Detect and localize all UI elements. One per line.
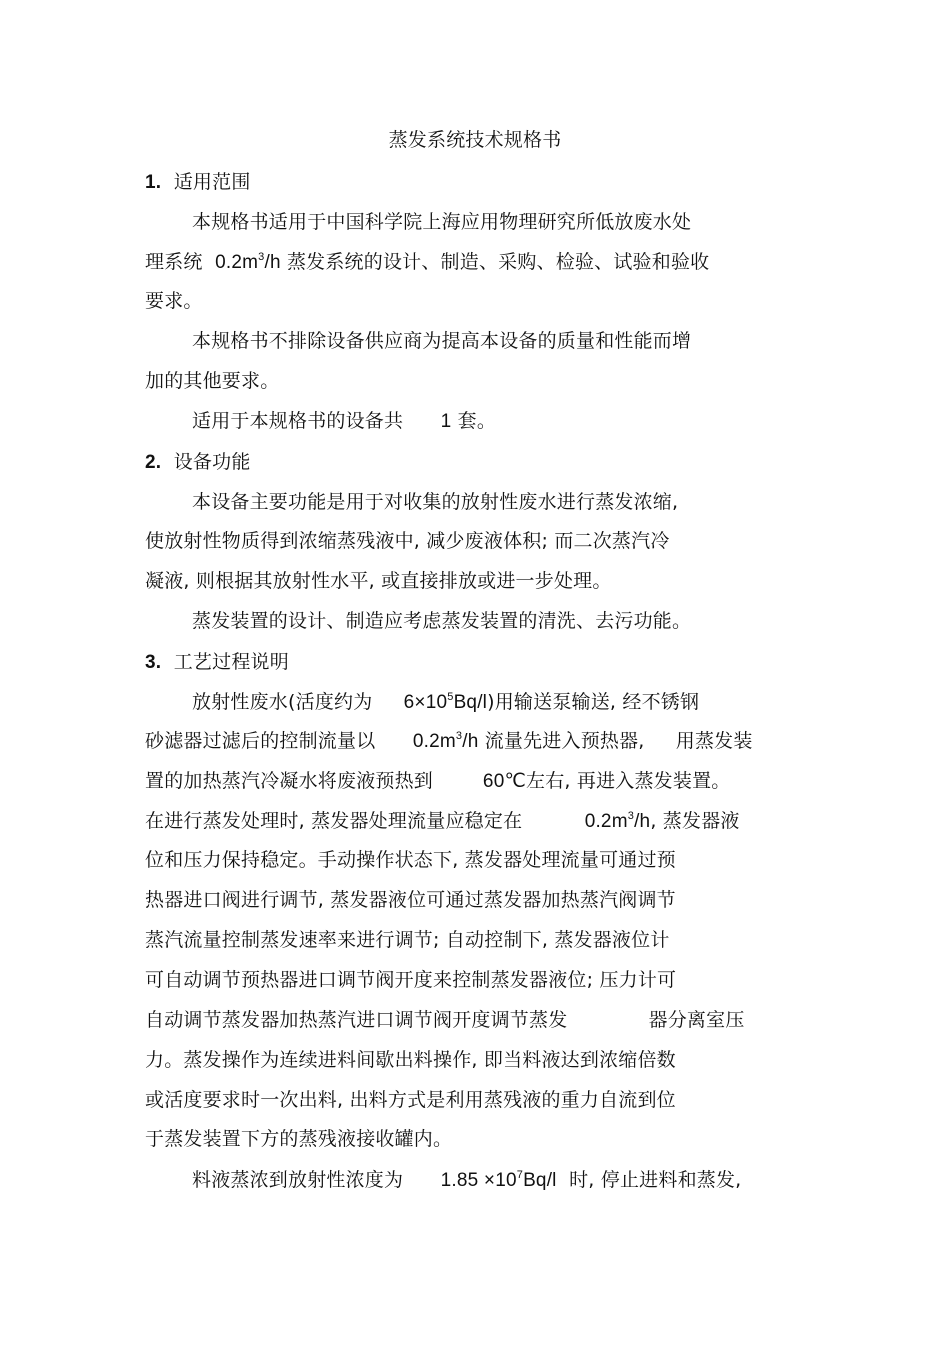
unit: Bq/l	[453, 692, 488, 713]
paragraph-line: 本设备主要功能是用于对收集的放射性废水进行蒸发浓缩,	[192, 491, 679, 513]
document-title: 蒸发系统技术规格书	[388, 129, 562, 151]
section-title: 工艺过程说明	[173, 651, 289, 673]
superscript: 3	[258, 250, 265, 263]
text-run: 适用于本规格书的设备共	[192, 410, 441, 432]
paragraph-line: 蒸发装置的设计、制造应考虑蒸发装置的清洗、去污功能。	[192, 610, 692, 632]
unit: /h	[634, 811, 651, 832]
text-run: )用输送泵输送, 经不锈钢	[487, 691, 700, 713]
section-number: 2.	[145, 452, 162, 473]
paragraph-line	[145, 248, 709, 276]
section-title: 适用范围	[173, 171, 251, 193]
paragraph-line	[145, 727, 753, 755]
text-run: 置的加热蒸汽冷凝水将废液预热到	[145, 770, 483, 792]
unit: /h	[264, 252, 281, 273]
flow-rate-value: 0.2m	[215, 252, 259, 273]
unit: /h	[462, 731, 479, 752]
section-1-heading	[145, 168, 251, 196]
flow-rate-value: 0.2m	[584, 811, 628, 832]
paragraph-line	[192, 1166, 741, 1194]
paragraph-line: 热器进口阀进行调节, 蒸发器液位可通过蒸发器加热蒸汽阀调节	[145, 889, 676, 911]
paragraph-line: 或活度要求时一次出料, 出料方式是利用蒸残液的重力自流到位	[145, 1089, 676, 1111]
flow-rate-value: 0.2m	[412, 731, 456, 752]
temperature-value: 60℃	[482, 771, 526, 792]
section-2-heading	[145, 448, 251, 476]
concentration-value: 1.85 ×10	[440, 1170, 517, 1191]
section-3-heading	[145, 648, 289, 676]
paragraph-line: 蒸汽流量控制蒸发速率来进行调节; 自动控制下, 蒸发器液位计	[145, 929, 670, 951]
text-run: 在进行蒸发处理时, 蒸发器处理流量应稳定在	[145, 810, 585, 832]
text-run: 放射性废水(活度约为	[192, 691, 404, 713]
text-run: 理系统	[145, 251, 216, 273]
text-run: 料液蒸浓到放射性浓度为	[192, 1169, 441, 1191]
paragraph-line: 凝液, 则根据其放射性水平, 或直接排放或进一步处理。	[145, 570, 612, 592]
paragraph-line: 自动调节蒸发器加热蒸汽进口调节阀开度调节蒸发 器分离室压	[145, 1009, 745, 1031]
paragraph-line: 力。蒸发操作为连续进料间歇出料操作, 即当料液达到浓缩倍数	[145, 1049, 676, 1071]
section-number: 1.	[145, 172, 162, 193]
section-number: 3.	[145, 652, 162, 673]
paragraph-line: 位和压力保持稳定。手动操作状态下, 蒸发器处理流量可通过预	[145, 849, 676, 871]
equipment-count: 1	[440, 411, 452, 432]
text-run: 流量先进入预热器, 用蒸发装	[478, 730, 753, 752]
paragraph-line: 使放射性物质得到浓缩蒸残液中, 减少废液体积; 而二次蒸汽冷	[145, 530, 670, 552]
text-run: 左右, 再进入蒸发装置。	[526, 770, 731, 792]
paragraph-line: 本规格书不排除设备供应商为提高本设备的质量和性能而增	[192, 330, 692, 352]
paragraph-line	[192, 407, 496, 435]
text-run: 蒸发系统的设计、制造、采购、检验、试验和验收	[280, 251, 710, 273]
paragraph-line	[145, 807, 740, 835]
paragraph-line: 加的其他要求。	[145, 370, 280, 392]
text-run: , 蒸发器液	[650, 810, 740, 832]
paragraph-line: 于蒸发装置下方的蒸残液接收罐内。	[145, 1128, 453, 1150]
unit: Bq/l	[523, 1170, 557, 1191]
paragraph-line	[192, 688, 699, 716]
paragraph-line: 要求。	[145, 290, 203, 312]
superscript: 7	[516, 1168, 524, 1181]
activity-value: 6×10	[403, 692, 448, 713]
section-title: 设备功能	[173, 451, 251, 473]
superscript: 5	[447, 690, 454, 703]
text-run: 套。	[451, 410, 497, 432]
superscript: 3	[455, 729, 463, 742]
paragraph-line: 本规格书适用于中国科学院上海应用物理研究所低放废水处	[192, 211, 692, 233]
superscript: 3	[627, 809, 635, 822]
text-run: 时, 停止进料和蒸发,	[556, 1169, 742, 1191]
paragraph-line	[145, 767, 730, 795]
text-run: 砂滤器过滤后的控制流量以	[145, 730, 413, 752]
paragraph-line: 可自动调节预热器进口调节阀开度来控制蒸发器液位; 压力计可	[145, 969, 677, 991]
